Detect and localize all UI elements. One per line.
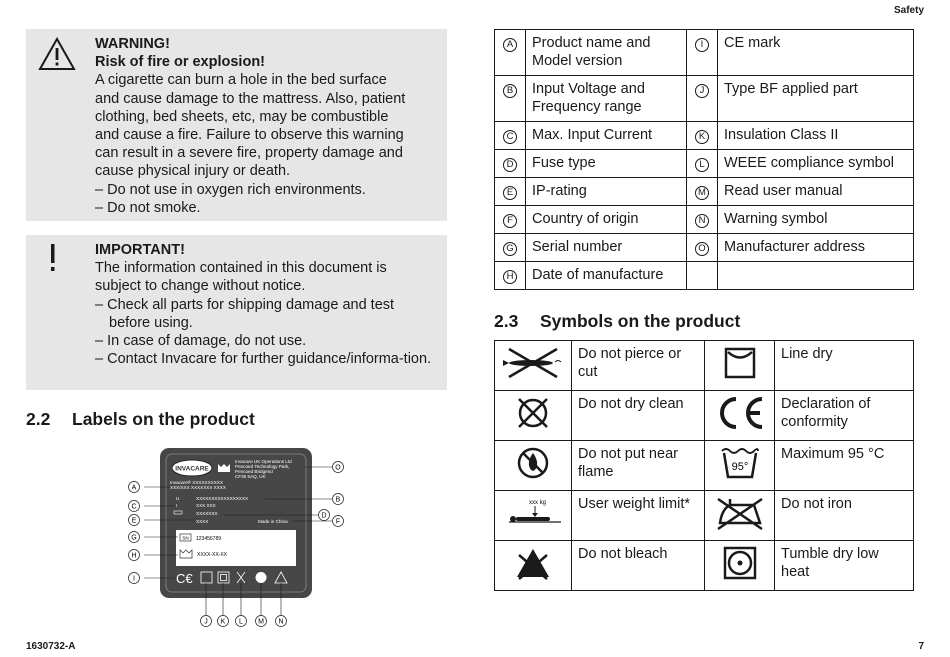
symbol-description-cell: Line dry [775,341,914,391]
svg-text:A: A [131,484,137,492]
svg-text:CF35 5AQ, UK: CF35 5AQ, UK [235,474,266,479]
svg-text:95°: 95° [731,461,748,473]
callout-letter: G [503,242,517,256]
callout-letter: J [695,84,709,98]
label-description-cell: Insulation Class II [718,122,914,150]
exclamation-icon [48,243,58,278]
callout-letter: F [503,214,517,228]
svg-text:Pencoed Bridgend: Pencoed Bridgend [235,469,273,474]
symbol-description-cell: Do not bleach [572,541,705,591]
callout-letter: B [503,84,517,98]
do-not-bleach-icon [495,541,572,591]
tumble-dry-low-icon [705,541,775,591]
svg-text:XXX XXX: XXX XXX [196,503,216,508]
labels-table [494,29,914,290]
line-dry-icon [705,341,775,391]
callout-letter: K [695,130,709,144]
svg-text:XXXXXXXXXXXXXXXXX: XXXXXXXXXXXXXXXXX [196,496,249,501]
important-box [26,235,447,390]
svg-text:E: E [131,517,137,525]
label-description-cell: CE mark [718,30,914,76]
svg-text:B: B [335,496,341,504]
symbol-description-cell: Do not pierce or cut [572,341,705,391]
label-table-row [495,150,914,178]
callout-letter: M [695,186,709,200]
svg-text:O: O [335,464,341,472]
callout-letter: A [503,38,517,52]
label-table-row [495,30,914,76]
svg-text:XXXX-XX-XX: XXXX-XX-XX [197,552,228,558]
brand-text: INVACARE [175,465,209,473]
label-description-cell: Country of origin [526,206,687,234]
warning-line: can result in a severe fire, property damage and [95,145,403,162]
label-letter-cell [687,30,718,76]
svg-text:H: H [131,552,137,560]
user-weight-icon [495,491,572,541]
callout-letter: C [503,130,517,144]
label-letter-cell [495,76,526,122]
wash-95-icon [705,441,775,491]
warning-bullet: – Do not smoke. [95,199,201,216]
svg-text:L: L [239,618,243,626]
label-description-cell: Fuse type [526,150,687,178]
label-description-cell: Read user manual [718,178,914,206]
important-bullet: – Check all parts for shipping damage and test before using. [95,296,395,331]
warning-line: cause physical injury or death. [95,163,291,180]
label-letter-cell [687,234,718,262]
warning-line: clothing, bed sheets, etc, may be combustible [95,108,389,125]
symbol-description-cell: Tumble dry low heat [775,541,914,591]
product-label-diagram [120,440,360,630]
svg-text:D: D [321,512,327,520]
svg-text:M: M [258,618,264,626]
symbol-description-cell: Do not dry clean [572,391,705,441]
svg-text:123456789: 123456789 [196,536,222,542]
warning-line: and cause damage to the mattress. Also, patient [95,90,406,107]
label-description-cell: Warning symbol [718,206,914,234]
section-title: Labels on the product [72,409,255,429]
label-description-cell: WEEE compliance symbol [718,150,914,178]
label-letter-cell [687,262,718,290]
svg-text:U: U [176,496,180,501]
svg-text:xxx kg: xxx kg [529,500,547,506]
svg-text:XXX/XXX XXXXXXX XXXX: XXX/XXX XXXXXXX XXXX [170,485,226,490]
callout-letter: N [695,214,709,228]
svg-text:C: C [131,503,137,511]
svg-text:C€: C€ [176,571,193,586]
do-not-dry-clean-icon [495,391,572,441]
label-letter-cell [687,206,718,234]
ce-mark-icon [705,391,775,441]
callout-letter: L [695,158,709,172]
svg-text:J: J [204,618,208,626]
important-line: subject to change without notice. [95,278,306,295]
svg-text:XXXX: XXXX [196,519,209,524]
svg-text:G: G [131,534,137,542]
label-description-cell: Manufacturer address [718,234,914,262]
callout-letter: H [503,270,517,284]
warning-box [26,29,447,221]
warning-bullet: – Do not use in oxygen rich environments. [95,181,366,198]
label-description-cell: Type BF applied part [718,76,914,122]
important-title: IMPORTANT! [95,242,185,258]
symbol-description-cell: Maximum 95 °C [775,441,914,491]
label-letter-cell [495,234,526,262]
symbol-table-row [495,491,914,541]
section-heading-symbols [494,311,740,332]
doc-number: 1630732-A [26,641,76,652]
symbol-description-cell: Do not put near flame [572,441,705,491]
label-letter-cell [495,262,526,290]
label-letter-cell [495,122,526,150]
do-not-pierce-icon [495,341,572,391]
callout-letter: E [503,186,517,200]
svg-text:XXXXXXX: XXXXXXX [196,511,218,516]
section-number: 2.2 [26,409,51,429]
no-flame-icon [495,441,572,491]
label-letter-cell [687,122,718,150]
important-line: The information contained in this document is [95,260,387,277]
symbol-description-cell: Do not iron [775,491,914,541]
label-description-cell: Date of manufacture [526,262,687,290]
svg-text:Invacare® XXXXXXXXXX: Invacare® XXXXXXXXXX [170,480,223,485]
label-description-cell: Product name and Model version [526,30,687,76]
label-table-row [495,262,914,290]
svg-text:I: I [176,503,178,508]
callout-letter: D [503,158,517,172]
warning-line: and cause a fire. Failure to observe this warning [95,127,404,144]
svg-text:Made in China: Made in China [258,519,288,524]
symbol-table-row [495,541,914,591]
important-bullet: – In case of damage, do not use. [95,333,307,350]
important-bullet: – Contact Invacare for further guidance/informa-tion. [95,351,432,368]
label-white-field [176,530,296,566]
label-description-cell: IP-rating [526,178,687,206]
label-description-cell: Serial number [526,234,687,262]
symbol-table-row [495,441,914,491]
label-table-row [495,234,914,262]
svg-text:Invacare UK Operations Ltd: Invacare UK Operations Ltd [235,459,292,464]
callout-letter: O [695,242,709,256]
label-table-row [495,178,914,206]
symbol-table-row [495,391,914,441]
page-number: 7 [918,641,924,652]
callout-letter: I [695,38,709,52]
svg-text:SN: SN [182,535,189,541]
label-table-row [495,206,914,234]
svg-text:N: N [278,618,284,626]
label-letter-cell [495,30,526,76]
label-letter-cell [687,178,718,206]
symbols-table [494,340,914,591]
label-description-cell: Input Voltage and Frequency range [526,76,687,122]
warning-triangle-icon [38,37,76,76]
label-letter-cell [495,178,526,206]
label-description-cell [718,262,914,290]
label-table-row [495,122,914,150]
label-table-row [495,76,914,122]
label-description-cell: Max. Input Current [526,122,687,150]
section-number: 2.3 [494,311,519,331]
label-letter-cell [687,76,718,122]
section-heading-labels [26,409,255,430]
warning-title: WARNING! [95,36,170,52]
warning-line: A cigarette can burn a hole in the bed surface [95,72,387,89]
svg-text:Pencoed Technology Park,: Pencoed Technology Park, [235,464,290,469]
header-section: Safety [893,5,924,16]
svg-text:I: I [133,575,135,583]
symbol-table-row [495,341,914,391]
svg-text:K: K [220,618,226,626]
symbol-description-cell: User weight limit* [572,491,705,541]
do-not-iron-icon [705,491,775,541]
svg-text:F: F [335,518,341,526]
symbol-description-cell: Declaration of conformity [775,391,914,441]
label-letter-cell [495,150,526,178]
label-letter-cell [687,150,718,178]
label-letter-cell [495,206,526,234]
section-title: Symbols on the product [540,311,741,331]
warning-subtitle: Risk of fire or explosion! [95,54,265,71]
